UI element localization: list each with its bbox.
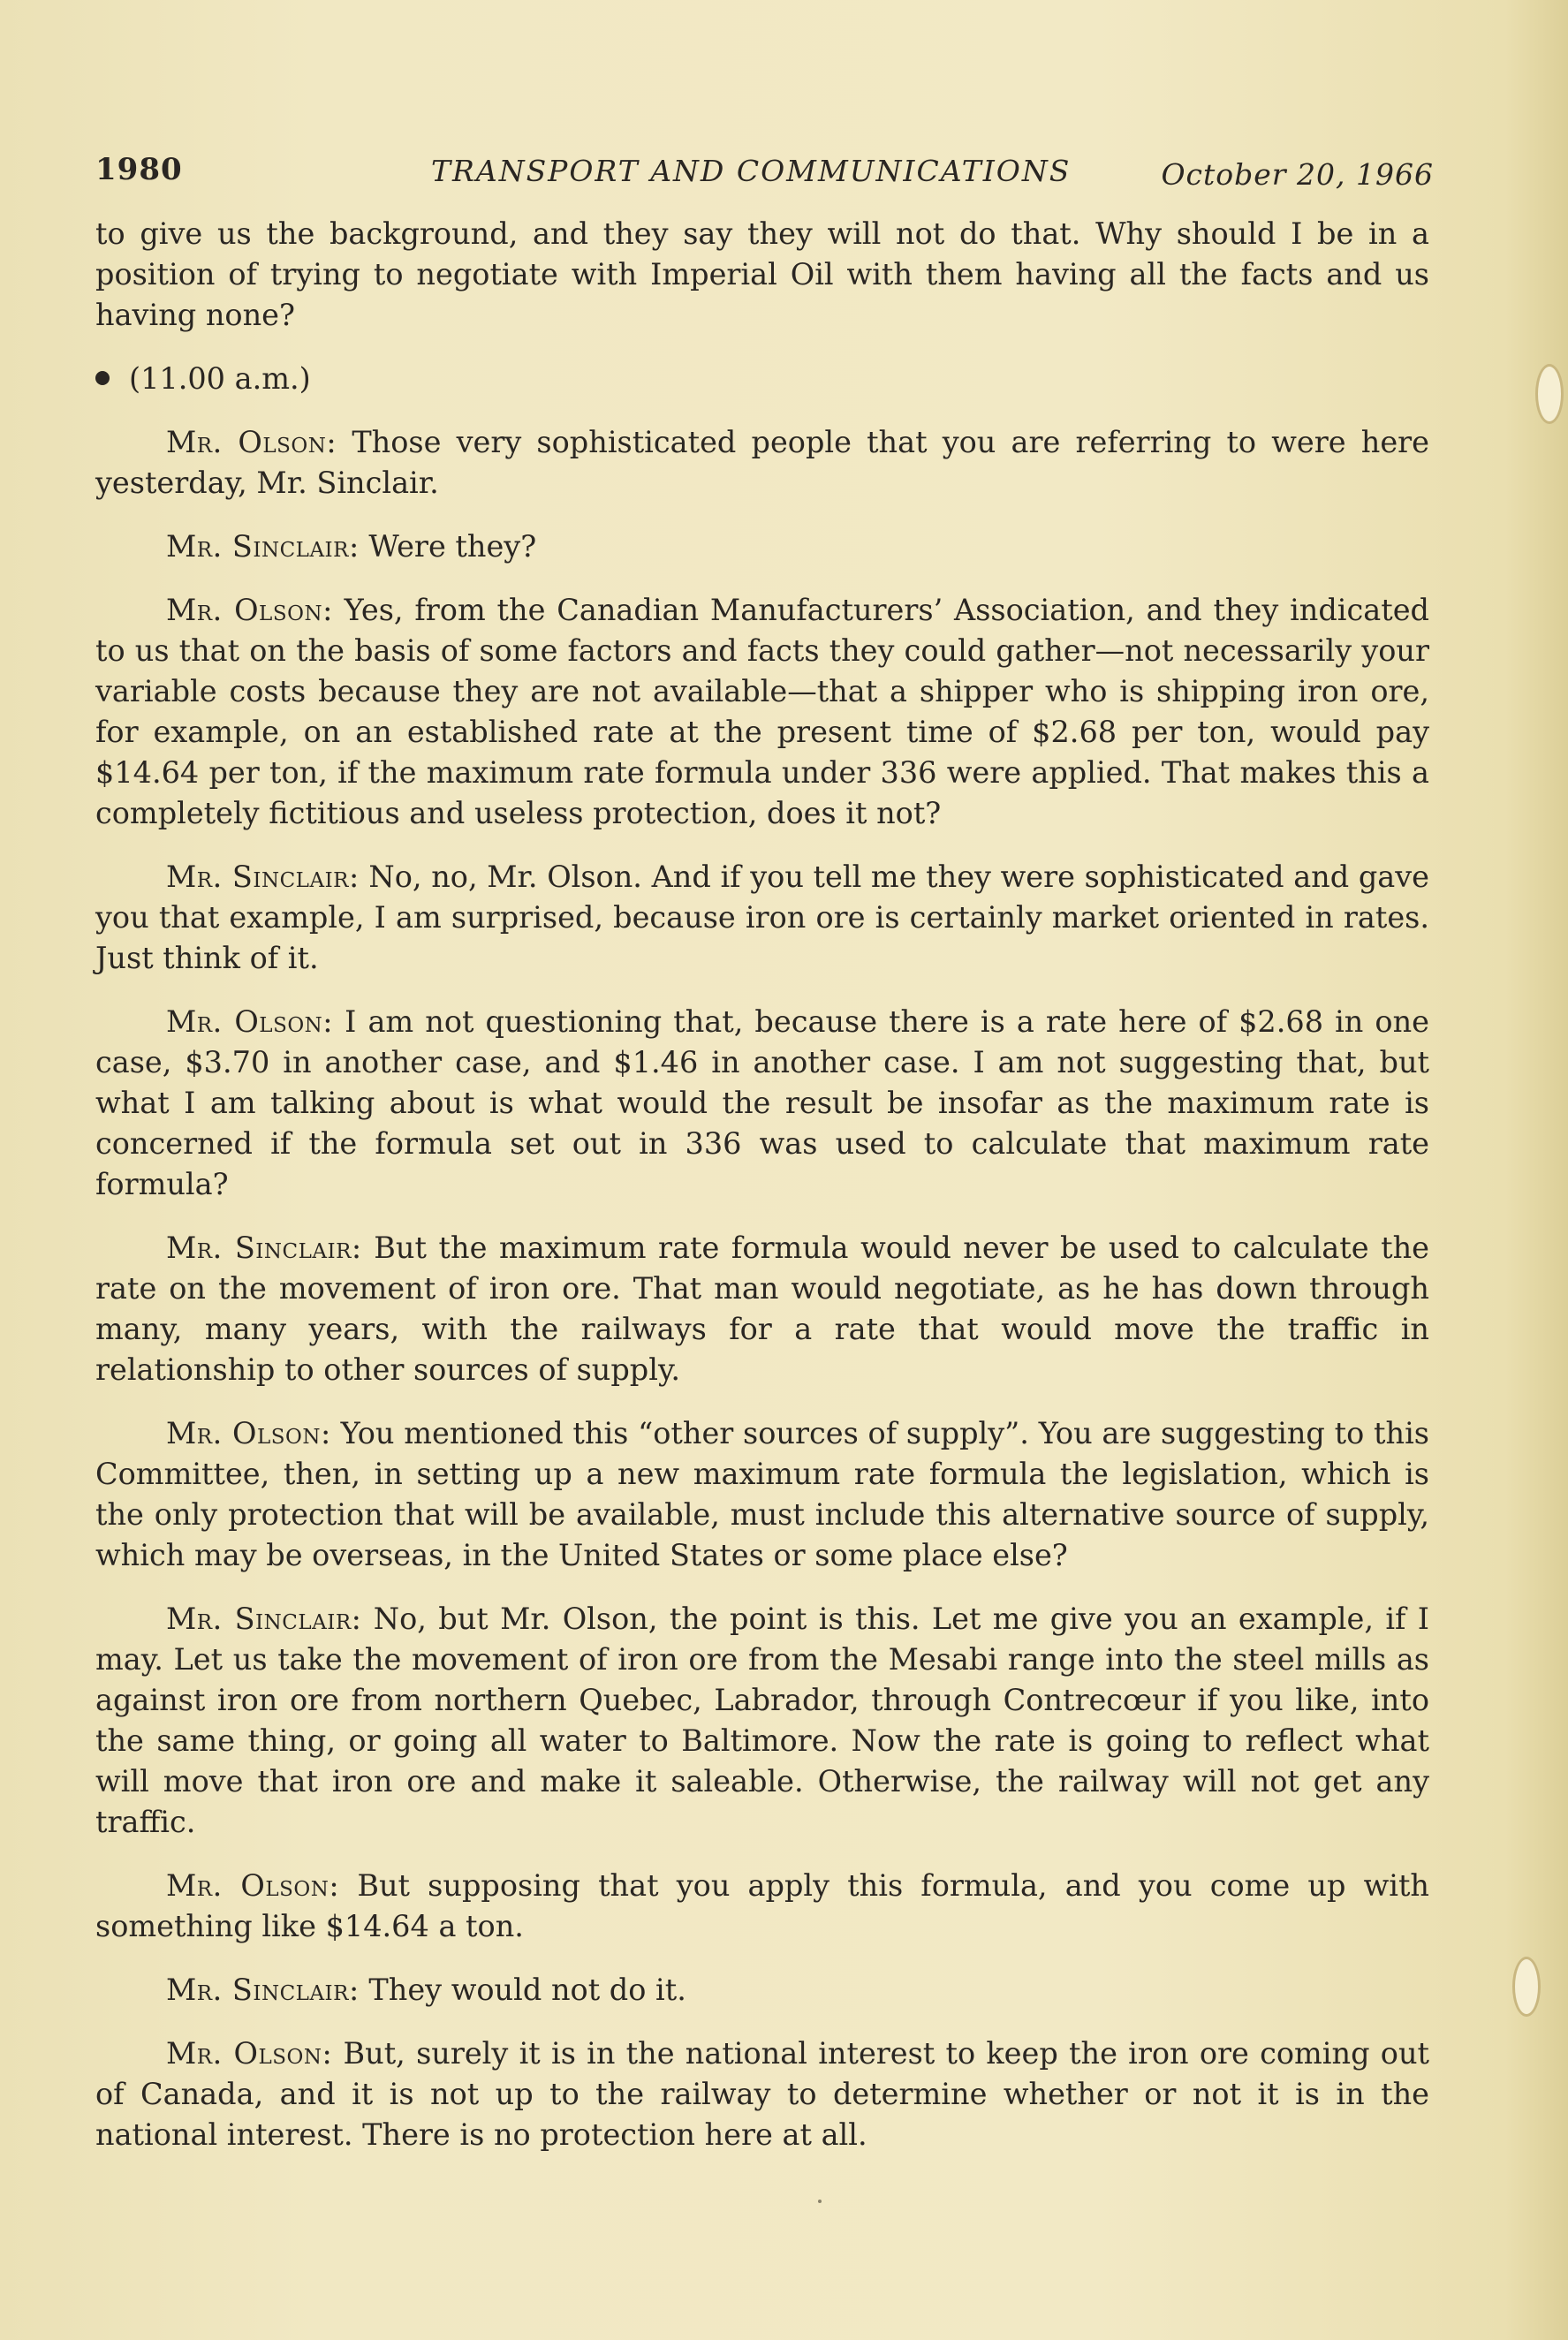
speech-paragraph: [95, 1599, 1429, 1843]
speech-text: Those very sophisticated people that you are referring to were here yesterday, Mr. Sinclair.: [95, 425, 1429, 500]
speech-paragraph: [95, 590, 1429, 834]
binding-hole: [1535, 364, 1564, 424]
time-marker: [95, 359, 1429, 399]
speech-text: They would not do it.: [359, 1973, 686, 2007]
speaker-name: Mr. Sinclair:: [166, 860, 360, 894]
speech-text: No, but Mr. Olson, the point is this. Let me give you an example, if I may. Let us take the movement of iron ore from the Mesabi range into the steel mills as against iron ore from northern Quebec, Labrador, through Contrecœur if you like, into the same thing, or going all water to Baltimore. Now the rate is going to reflect what will move that iron ore and make it saleable. Otherwise, the railway will not get any traffic.: [95, 1602, 1430, 1839]
speech-text: But the maximum rate formula would never be used to calculate the rate on the movement of iron ore. That man would negotiate, as he has down through many, many years, with the railways for a rate that would move the traffic in relationship to other sources of supply.: [95, 1231, 1429, 1387]
page-number: 1980: [95, 152, 183, 187]
running-header: [95, 141, 1434, 194]
speech-paragraph: [95, 2033, 1429, 2155]
page-speck: [818, 2200, 822, 2203]
speaker-name: Mr. Sinclair:: [166, 529, 360, 564]
speech-paragraph: [95, 1970, 1429, 2011]
binding-hole: [1512, 1957, 1541, 2017]
speaker-name: Mr. Sinclair:: [166, 1602, 362, 1636]
speech-text: But, surely it is in the national interest to keep the iron ore coming out of Canada, and it is not up to the railway to determine whether or not it is in the national interest. There is no protection here at all.: [95, 2036, 1429, 2152]
speech-paragraph: [95, 1866, 1429, 1947]
time-marker-text: (11.00 a.m.): [129, 361, 311, 396]
speech-paragraph: [95, 526, 1429, 567]
speaker-name: Mr. Sinclair:: [166, 1231, 362, 1265]
speaker-name: Mr. Sinclair:: [166, 1973, 360, 2007]
speech-text: But supposing that you apply this formula, and you come up with something like $14.64 a ton.: [95, 1868, 1429, 1943]
speech-paragraph: [95, 1228, 1429, 1390]
running-title: TRANSPORT AND COMMUNICATIONS: [431, 154, 1072, 188]
bullet-icon: [95, 371, 110, 385]
speaker-name: Mr. Olson:: [166, 425, 337, 459]
speaker-name: Mr. Olson:: [166, 1004, 334, 1039]
speaker-name: Mr. Olson:: [166, 1868, 340, 1903]
transcript-body: [95, 214, 1429, 2178]
speech-paragraph: [95, 1413, 1429, 1576]
speaker-name: Mr. Olson:: [166, 593, 333, 627]
speech-text: Were they?: [359, 529, 537, 564]
speech-text: Yes, from the Canadian Manufacturers’ Association, and they indicated to us that on the basis of some factors and facts they could gather—not necessarily your variable costs because they are not available—that a shipper who is shipping iron ore, for example, on an established rate at the present time of $2.68 per ton, would pay $14.64 per ton, if the maximum rate formula under 336 were applied. That makes this a completely fictitious and useless protection, does it not?: [95, 593, 1429, 830]
speech-paragraph: [95, 422, 1429, 504]
speech-paragraph: [95, 1002, 1429, 1205]
speech-paragraph: [95, 857, 1429, 979]
running-date: October 20, 1966: [1161, 157, 1434, 192]
speech-text: You mentioned this “other sources of supply”. You are suggesting to this Committee, then, in setting up a new maximum rate formula the legislation, which is the only protection that will be available, must include this alternative source of supply, which may be overseas, in the United States or some place else?: [95, 1416, 1429, 1572]
speaker-name: Mr. Olson:: [166, 1416, 331, 1450]
speech-text: I am not questioning that, because there is a rate here of $2.68 in one case, $3.70 in another case, and $1.46 in another case. I am not suggesting that, but what I am talking about is what would the result be insofar as the maximum rate is concerned if the formula set out in 336 was used to calculate that maximum rate formula?: [95, 1004, 1429, 1201]
speaker-name: Mr. Olson:: [166, 2036, 333, 2071]
paragraph-continuation: [95, 214, 1429, 336]
paragraph-text: to give us the background, and they say they will not do that. Why should I be in a position of trying to negotiate with Imperial Oil with them having all the facts and us having none?: [95, 216, 1429, 332]
speech-text: No, no, Mr. Olson. And if you tell me they were sophisticated and gave you that example, I am surprised, because iron ore is certainly market oriented in rates. Just think of it.: [95, 860, 1430, 975]
